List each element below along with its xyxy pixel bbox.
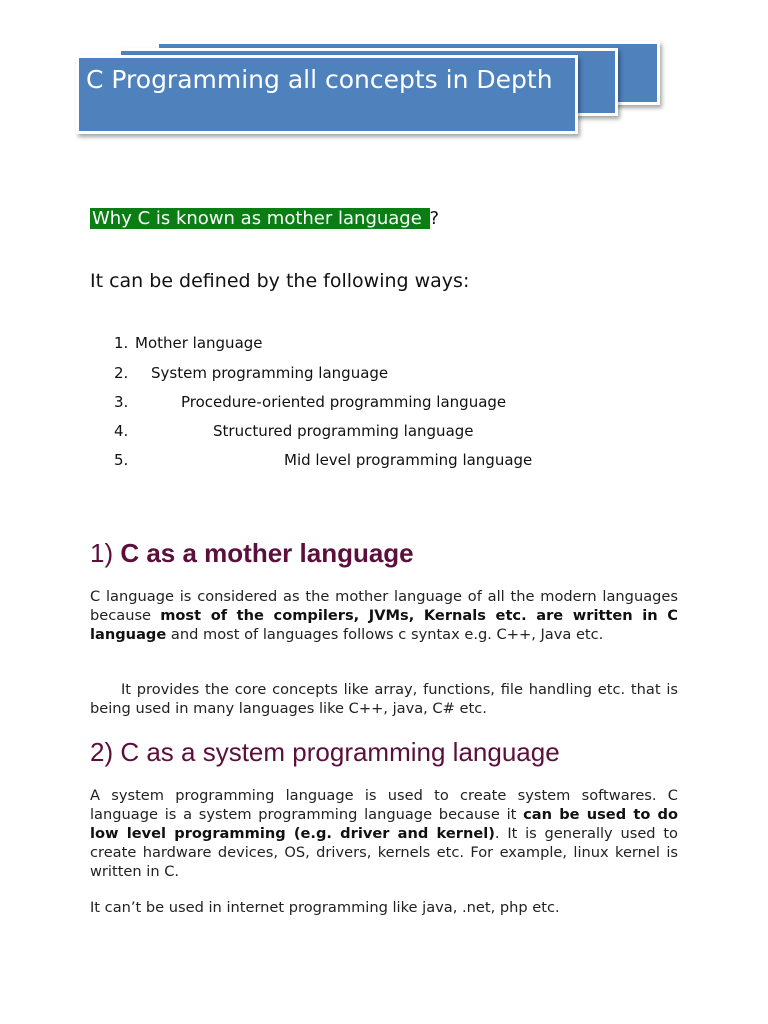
section-1-heading (90, 536, 414, 570)
section-1-title: C as a mother language (120, 538, 414, 568)
paragraph-text: C language is considered as the mother language of all the modern languages because (90, 588, 678, 624)
paragraph-bold-text: most of the compilers, JVMs, Kernals etc. are written in C language (90, 607, 678, 643)
section-2-heading: 2) C as a system programming language (90, 737, 560, 767)
section-1-paragraph-1 (90, 587, 678, 644)
section-1-paragraph-2: It provides the core concepts like array, functions, file handling etc. that is being used in many languages like C++, java, C# etc. (90, 681, 678, 717)
list-number: 5. (114, 451, 129, 469)
section-2-paragraph-2: It can’t be used in internet programming like java, .net, php etc. (90, 899, 560, 916)
list-text: Structured programming language (213, 422, 474, 440)
question-mark: ? (429, 208, 440, 229)
intro-sentence: It can be defined by the following ways: (90, 270, 470, 292)
paragraph-text: and most of languages follows c syntax e.g. C++, Java etc. (166, 626, 604, 643)
list-number: 4. (114, 422, 129, 440)
title-banner (0, 0, 768, 150)
section-2-paragraph-1 (90, 786, 678, 881)
section-1-number: 1) (90, 538, 121, 568)
list-text: Mid level programming language (284, 451, 533, 469)
document-title: C Programming all concepts in Depth (86, 65, 553, 94)
list-number: 3. (114, 393, 129, 411)
question-line (90, 206, 439, 232)
list-text: Mother language (135, 334, 263, 352)
highlighted-question: Why C is known as mother language (92, 208, 428, 229)
list-text: System programming language (151, 364, 389, 382)
list-number: 1. (114, 334, 129, 352)
list-text: Procedure-oriented programming language (181, 393, 507, 411)
paragraph-text: . It is generally used to create hardware devices, OS, drivers, kernels etc. For example, linux kernel is written in C. (90, 825, 678, 880)
paragraph-text: A system programming language is used to create system softwares. C language is a system programming language because it (90, 787, 678, 823)
paragraph-bold-text: can be used to do low level programming (e.g. driver and kernel) (90, 806, 679, 842)
list-number: 2. (114, 364, 129, 382)
